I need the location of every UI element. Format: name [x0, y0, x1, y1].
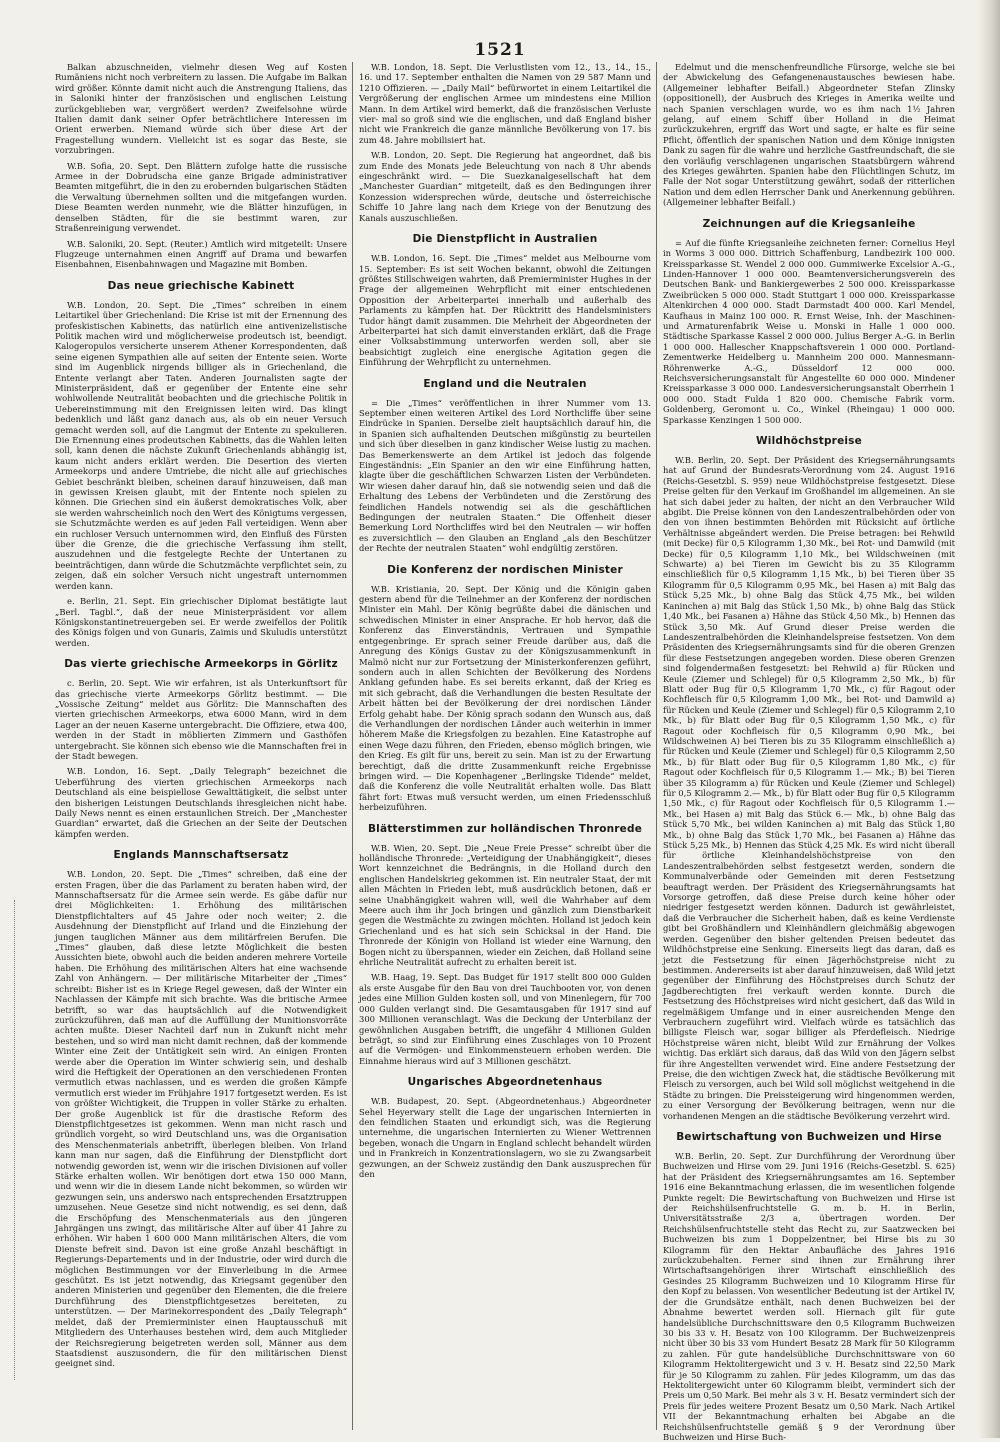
article-paragraph: W.B. Budapest, 20. Sept. (Abgeordnetenhaus.) Abgeordneter Sehel Heyerwary stellt die Lage der ungarischen Internierten in den feindlichen Staaten und erkundigt sich, was die Regierung unternehme, die ungarischen Internierten zu Wiener Wettrennen begeben, wonach die Ungarn in England schlecht behandelt würden und in Frankreich in Konzentrationslagern, wo sie zu Zwangsarbeit gezwungen, an der Schweiz zuständig den Dank auszusprechen für den [359, 1096, 651, 1179]
article-paragraph: W.B. Haag, 19. Sept. Das Budget für 1917 stellt 800 000 Gulden als erste Ausgabe für den Bau von drei Tauchbooten vor, von denen jedes eine Million Gulden kosten soll, und von Minenlegern, für 700 000 Gulden verlangt sind. Die Gesamtausgaben für 1917 sind auf 300 Millionen veranschlagt. Was die Deckung der Unterbilanz der gewöhnlichen Ausgaben betrifft, die ungefähr 4 Millionen Gulden beträgt, so sind zur Einführung eines Zuschlages von 10 Prozent auf die Vermögen- und Einkommensteuern erhoben werden. Die Einnahme hieraus wird auf 3 Millionen geschätzt. [359, 972, 651, 1066]
article-headline: Wildhöchstpreise [756, 435, 862, 447]
article-headline: Bewirtschaftung von Buchweizen und Hirse [676, 1131, 942, 1143]
article-paragraph: W.B. London, 20. Sept. Die „Times“ schreiben in einem Leitartikel über Griechenland: Die Krise ist mit der Ernennung des profeskistischen Kabinetts, das natürlich eine antivenizelistische Politik machen wird und möglicherweise prodeutsch ist, beendigt. Kalogeropulos versicherte unserem Athener Korrespondenten, daß seine eigenen Sympathien alle auf seiten der Entente seien. Worte sind im Augenblick nirgends billiger als in Griechenland, die Entente verlangt aber Taten. Anderen Journalisten sagte der Ministerpräsident, daß er gegenüber der Entente eine sehr wohlwollende Neutralität beobachten und die griechische Politik in Uebereinstimmung mit den Ereignissen leiten wird. Das klingt bedenklich und läßt ganz danach aus, als ob ein neuer Versuch gemacht werden soll, auf die Langmut der Entente zu spekulieren. Die Ernennung eines prodeutschen Kabinetts, das die Wahlen leiten soll, kann denen die nächste Zukunft Griechenlands abhängig ist, kaum nicht anders erklärt werden. Die Desertion des vierten Armeekorps und andere Umtriebe, die nicht alle auf griechisches Gebiet beschränkt bleiben, scheinen darauf hinzuweisen, daß man in gewissen Kreisen glaubt, mit der Entente noch spielen zu können. Die Griechen sind ein äußerst demokratisches Volk, aber sie werden wahrscheinlich noch den Wert des Königtums vergessen, sie Schutzmächte werden es auf jeden Fall verteidigen. Wenn aber ein ruchloser Versuch unternommen wird, den Einfluß des Fürsten über die Grenze, die die griechische Verfassung ihm stellt, auszudehnen und die festgelegte Rechte der Untertanen zu beeinträchtigen, dann würde die Schutzmächte verpflichtet sein, zu zeigen, daß ein solcher Versuch nicht ungestraft unternommen werden kann. [55, 299, 347, 591]
article-headline: Die Dienstpflicht in Australien [412, 233, 598, 246]
article-paragraph: = Auf die fünfte Kriegsanleihe zeichneten ferner: Cornelius Heyl in Worms 3 000 000. Dittrich Schaffenburg, Landbezirk 100 000. Kreissparkasse St. Wendel 2 000 000. Gummiwerke Excelsior A.-G., Linden-Hannover 1 000 000. Beamtenversicherungsverein des Deutschen Bank- und Bankiergewerbes 2 500 000. Kreissparkasse Zweibrücken 5 000 000. Stadt Stuttgart 1 000 000. Kreissparkasse Altenkirchen 4 000 000. Stadt Darmstadt 400 000. Karl Mendel, Kaufhaus in Mainz 100 000. R. Ernst Weise, Inh. der Maschinen- und Armaturenfabrik Weise u. Monski in Halle 1 000 000. Städtische Sparkasse Kassel 2 000 000. Julius Berger A.-G. in Berlin 1 000 000. Hallescher Knappschaftsverein 1 000 000. Portland-Zementwerke Heidelberg u. Mannheim 200 000. Mannesmann-Röhrenwerke A.-G., Düsseldorf 12 000 000. Reichsversicherungsanstalt für Angestellte 60 000 000. Mindener Kreissparkasse 3 000 000. Landesversicherungsanstalt Oberrhein 1 000 000. Stadt Fulda 1 820 000. Chemische Fabrik vorm. Goldenberg, Geromont u. Co., Winkel (Rheingau) 1 000 000. Sparkasse Kenzingen 1 500 000. [663, 237, 955, 425]
article-paragraph: Balkan abzuschneiden, vielmehr diesen Weg auf Kosten Rumäniens nicht noch verbreitern zu lassen. Die Aufgabe im Balkan wird größer. Könnte damit nicht auch die Anstrengung Italiens, das in Saloniki hinter der französischen und englischen Leistung zurückgeblieben war, vergrößert werden? Zweifelsohne würde Italien damit dank seiner Opfer beträchtlichere Interessen im Orient erwerben. Niemand würde sich über diese Art der Fragestellung wundern. Vielleicht ist es sogar das Beste, sie vorzubringen. [55, 62, 347, 156]
article-headline: Die Konferenz der nordischen Minister [387, 563, 623, 576]
left-margin-trim [0, 900, 15, 1380]
newspaper-columns [55, 62, 960, 1442]
page-edge [978, 0, 1000, 1438]
article-paragraph: W.B. Wien, 20. Sept. Die „Neue Freie Presse“ schreibt über die holländische Thronrede: „Verteidigung der Unabhängigkeit“, dieses Wort kennzeichnet die Bedrängnis, in die Holland durch den englischen Handelskrieg gekommen ist. Ein neutraler Staat, der mit allen Mächten in Frieden lebt, muß ausdrücklich betonen, daß er seine Unabhängigkeit wahren will, weil die Wahrhaber auf dem Meere auch ihm ihr Joch bringen und gänzlich zum Dienstbarkeit gegen die Westmächte zu zwingen möchten. Holland ist jedoch kein Griechenland und es hat sich sein Schicksal in der Hand. Die Thronrede der Königin von Holland ist wieder eine Warnung, den Bogen nicht zu überspannen, wieder ein Zeichen, daß Holland seine ehrliche Neutralität aufrecht zu erhalten bereit ist. [359, 842, 651, 968]
article-paragraph: W.B. Berlin, 20. Sept. Zur Durchführung der Verordnung über Buchweizen und Hirse vom 29. Juni 1916 (Reichs-Gesetzbl. S. 625) hat der Präsident des Kriegsernährungsamtes am 16. September 1916 eine Bekanntmachung erlassen, die im wesentlichen folgende Punkte regelt: Die Bewirtschaftung von Buchweizen und Hirse ist der Reichshülsenfruchtstelle G. m. b. H. in Berlin, Universitätsstraße 2/3 a, übertragen worden. Der Reichshülsenfruchtstelle steht das Recht zu, zur Saatzwecken bei Buchweizen bis zum 1 Doppelzentner, bei Hirse bis zu 30 Kilogramm für den Hektar Anbaufläche des Jahres 1916 zurückzubehalten. Ferner sind ihnen zur Ernährung ihrer Wirtschaftsangehörigen ihrer Wirtschaft einschließlich des Gesindes 25 Kilogramm Buchweizen und 10 Kilogramm Hirse für den Kopf zu belassen. Von wesentlicher Bedeutung ist der Artikel IV, der die Grundsätze enthält, nach denen Buchweizen bei der Abnahme bewertet werden soll. Hiernach gilt für gute handelsübliche Durchschnittsware den 0,5 Kilogramm Buchweizen 30 bis 33 v. H. Besatz von 100 Kilogramm. Der Buchweizenpreis nicht über 30 bis 33 vom Hundert Besatz 28 Mark für 50 Kilogramm zu zahlen. Für gute handelsübliche Durchschnittsware von 60 Kilogramm Hektolitergewicht und 3 v. H. Besatz sind 22,50 Mark für je 50 Kilogramm zu zahlen. Für jedes Kilogramm, um das das Hektolitergewicht unter 60 Kilogramm bleibt, vermindert sich der Preis um 0,50 Mark. Bei mehr als 3 v. H. Besatz vermindert sich der Preis für jedes weitere Prozent Besatz um 0,50 Mark. Nach Artikel VII der Bekanntmachung erhalten bei Abgabe an die Reichshülsenfruchtstelle gemäß § 9 der Verordnung über Buchweizen und Hirse Buch- [663, 1151, 955, 1442]
column-2 [359, 62, 657, 1430]
article-paragraph: W.B. London, 20. Sept. Die Regierung hat angeordnet, daß bis zum Ende des Monats jede Beleuchtung von nach 8 Uhr abends eingeschränkt wird. — Die Suezkanalgesellschaft hat dem „Manchester Guardian“ mitgeteilt, daß es den Bedingungen ihrer Konzession widersprechen würde, deutsche und österreichische Schiffe 10 Jahre lang nach dem Kriege von der Benutzung des Kanals auszuschließen. [359, 150, 651, 223]
article-headline: Zeichnungen auf die Kriegsanleihe [702, 217, 916, 230]
article-headline: Das vierte griechische Armeekorps in Görlitz [64, 658, 338, 671]
article-paragraph: W.B. London, 20. Sept. Die „Times“ schreiben, daß eine der ersten Fragen, über die das Parlament zu beraten haben wird, der Mannschaftsersatz für die Armee sein werde. Es gäbe dafür nur drei Möglichkeiten: 1. Erhöhung des militärischen Dienstpflichtalters auf 45 Jahre oder noch weiter; 2. die Ausdehnung der Dienstpflicht auf Irland und die Einziehung der jungen tauglichen Männer aus dem militärfreien Berufen. Die „Times“ glauben, daß diese letzte Möglichkeit die besten Aussichten biete, obwohl auch die beiden anderen mehrere Vorteile haben. Die Erhöhung des militärischen Alters hat eine wachsende Zahl von Anhängern. — Der militärische Mitarbeiter der „Times“ schreibt: Bisher ist es in Kriege Regel gewesen, daß der Winter ein Nachlassen der Kämpfe mit sich brachte. Was die britische Armee betrifft, so war das hauptsächlich auf die Notwendigkeit zurückzuführen, daß man auf die Auffüllung der Munitionsvorräte achten mußte. Dieser Nachteil darf nun in Zukunft nicht mehr bestehen, und so wird man nicht damit rechnen, daß der kommende Winter eine Zeit der Untätigkeit sein wird. An einigen Fronten werde aber die Operation im Winter schwierig sein, und deshalb wird die Heftigkeit der Operationen an den verschiedenen Fronten vermutlich etwas nachlassen, und es werden die großen Kämpfe vermutlich erst wieder im Frühjahre 1917 fortgesetzt werden. Es ist von größter Wichtigkeit, die Truppen in voller Stärke zu erhalten. Der große Augenblick ist für die drastische Reform des Dienstpflichtgesetzes ist gekommen. Wenn man nicht rasch und gründlich vorgeht, so wird Deutschland uns, was die Organisation des Menschenmaterials anbetrifft, überlegen bleiben. Von Irland kann man nur sagen, daß die Einführung der Dienstpflicht dort notwendig geworden ist, wenn wir die irischen Divisionen auf voller Stärke erhalten wollen. Wir benötigen dort etwa 150 000 Mann, und wenn wir die in diesem Lande nicht bekommen, so würden wir gezwungen sein, uns anderswo nach entsprechenden Ersatztruppen umzusehen. Neue Gesetze sind nicht notwendig, es sei denn, daß die Erschöpfung des Menschenmaterials aus den jüngeren Jahrgängen uns zwingt, das militärische Alter auf über 41 Jahre zu erhöhen. Wir haben 1 600 000 Mann militärischen Alters, die vom Dienste befreit sind. Davon ist eine große Anzahl beschäftigt in Regierungs-Departements und in der Industrie, oder wird durch die möglichen Bestimmungen vor der Einverleibung in die Armee geschützt. Es ist jetzt notwendig, das Kriegsamt gegenüber den anderen Ministerien und gegenüber den Elementen, die die freiere Durchführung des Dienstpflichtgesetzes bereiteten, zu unterstützen. — Der Marinekorrespondent des „Daily Telegraph“ meldet, daß der Premierminister einen Hauptausschuß mit Mitgliedern des Unterhauses bestehen wird, dem auch Mitglieder der Reichsregierung beigetreten werden soll, Männer aus dem Staatsdienst auszusondern, die für den militärischen Dienst geeignet sind. [55, 869, 347, 1369]
article-paragraph: W.B. Berlin, 20. Sept. Der Präsident des Kriegsernährungsamts hat auf Grund der Bundesrats-Verordnung vom 24. August 1916 (Reichs-Gesetzbl. S. 959) neue Wildhöchstpreise festgesetzt. Diese Preise gelten für den Verkauf im Großhandel im allgemeinen. An sie hat sich dabei jeder zu halten, der nicht an den Verbraucher Wild abgibt. Die Preise können von den Landeszentralbehörden oder von den von ihnen bestimmten Behörden mit Rücksicht auf örtliche Verhältnisse abgeändert werden. Die Preise betragen: bei Rehwild (mit Decke) für 0,5 Kilogramm 1,30 Mk., bei Rot- und Damwild (mit Decke) für 0,5 Kilogramm 1,10 Mk., bei Wildschweinen (mit Schwarte) a) bei Tieren im Gewicht bis zu 35 Kilogramm einschließlich für 0,5 Kilogramm 1,15 Mk., b) bei Tieren über 35 Kilogramm für 0,5 Kilogramm 0,95 Mk., bei Hasen a) mit Balg das Stück 5,25 Mk., b) ohne Balg das Stück 4,75 Mk., bei wilden Kaninchen a) mit Balg das Stück 1,50 Mk., b) ohne Balg das Stück 1,40 Mk., bei Fasanen a) Hähne das Stück 4,50 Mk., b) Hennen das Stück 3,50 Mk. Auf Grund dieser Preise werden die Landeszentralbehörden die Kleinhandelspreise festsetzen. Von dem Präsidenten des Kriegsernährungsamts sind für die oberen Grenzen für diese Festsetzungen angegeben worden. Diese oberen Grenzen sind folgendermaßen festgesetzt: bei Rehwild a) für Rücken und Keule (Ziemer und Schlegel) für 0,5 Kilogramm 2,50 Mk., b) für Blatt oder Bug für 0,5 Kilogramm 1,70 Mk., c) für Ragout oder Kochfleisch für 0,5 Kilogramm 1,00 Mk., bei Rot- und Damwild a) für Rücken und Keule (Ziemer und Schlegel) für 0,5 Kilogramm 2,10 Mk., b) für Blatt oder Bug für 0,5 Kilogramm 1,50 Mk., c) für Ragout oder Kochfleisch für 0,5 Kilogramm 0,90 Mk., bei Wildschweinen A) bei Tieren bis zu 35 Kilogramm einschließlich a) für Rücken und Keule (Ziemer und Schlegel) für 0,5 Kilogramm 2,50 Mk., b) für Blatt oder Bug für 0,5 Kilogramm 1,80 Mk., c) für Ragout oder Kochfleisch für 0,5 Kilogramm 1.— Mk.; B) bei Tieren über 35 Kilogramm a) für Rücken und Keule (Ziemer und Schlegel) für 0,5 Kilogramm 2.— Mk., b) für Blatt oder Bug für 0,5 Kilogramm 1,50 Mk., c) für Ragout oder Kochfleisch für 0,5 Kilogramm 1.— Mk., bei Hasen a) mit Balg das Stück 6.— Mk., b) ohne Balg das Stück 5,70 Mk., bei wilden Kaninchen a) mit Balg das Stück 1,80 Mk., b) ohne Balg das Stück 1,70 Mk., bei Fasanen a) Hähne das Stück 5,25 Mk., b) Hennen das Stück 4,25 Mk. Es wird nicht überall für örtliche Kleinhandelshöchstpreise von den Landeszentralbehörden selbst festgesetzt werden, sondern die Kommunalverbände oder Gemeinden mit deren Festsetzung beauftragt werden. Der Präsident des Kriegsernährungsamts hat Vorsorge getroffen, daß diese Preise durch keine höher oder niedriger festgesetzt werden können. Dadurch ist gewährleistet, daß die Verbraucher die Sicherheit haben, daß es keine Verdienste gibt bei Großhändlern und Kleinhändlern gleichmäßig abgewogen werden. Gegenüber den bisher geltenden Preisen bedeutet das Wildhöchstpreise eine Senkung. Einerseits liegt das daran, daß es jetzt die Festsetzung für einen Jägerhöchstpreise nicht zu bestimmen. Andererseits ist aber darauf hinzuweisen, daß Wild jetzt gegenüber der Einführung des Höchstpreises durch Schutz der Jagdberechtigten frei verkauft werden konnte. Durch die Festsetzung des Höchstpreises wird nicht gesichert, daß das Wild in regelmäßigem Umfange und in einer ausreichenden Menge den Verbrauchern zugeführt wird. Vielfach würde es tatsächlich das billigste Fleisch war, sogar billiger als Pferdefleisch. Niedrige Höchstpreise wären nicht, bleibt Wild zur Ernährung der Volkes wichtig. Das erklärt sich daraus, daß das Wild von den Jägern selbst für ihre Angestellten verwendet wird. Eine andere Festsetzung der Preise, die den wichtigen Zweck hat, die städtische Bevölkerung mit Fleisch zu versorgen, auch bei Wild soll möglichst weitgehend in die Städte zu bringen. Die Preissteigerung wird hingenommen werden, zu einer Versorgung der Bevölkerung beitragen, wenn nur die vorhandenen Mengen an die städtische Bevölkerung verzehrt wird. [663, 455, 955, 1121]
article-paragraph: Edelmut und die menschenfreundliche Fürsorge, welche sie bei der Abwickelung des Gefangenenaustausches bewiesen habe. (Allgemeiner lebhafter Beifall.) Abgeordneter Stefan Zlinsky (oppositionell), der Ausbruch des Krieges in Amerika weilte und nach Spanien verschlagen wurde, wo es ihm nach 1½ Jahren gelang, auf einem Schiff über Holland in die Heimat zurückzukehren, ergriff das Wort und sagte, er halte es für seine Pflicht, öffentlich der spanischen Nation und dem Könige innigsten Dank zu sagen für die wahre und herzliche Gastfreundschaft, die sie den vorläufig verschlagenen ungarischen Staatsbürgern während des Krieges gewährten. Spanien habe den Flüchtlingen Schutz, im Falle der Not sogar Unterstützung gewährt, sodaß der ritterlichen Nation und dem edlen Herrscher Dank und Anerkennung gebühren. (Allgemeiner lebhafter Beifall.) [663, 62, 955, 208]
article-headline: Blätterstimmen zur holländischen Thronrede [367, 822, 643, 835]
article-paragraph: W.B. London, 16. Sept. Die „Times“ meldet aus Melbourne vom 15. September: Es ist seit Wochen bekannt, obwohl die Zeitungen größtes Stillschweigen wahrten, daß Premierminister Hughes in der Frage der allgemeinen Wehrpflicht mit einer entschiedenen Opposition der Arbeiterpartei innerhalb und außerhalb des Parlaments zu kämpfen hat. Der Rücktritt des Handelsministers Tudor hängt damit zusammen. Die Mehrheit der Abgeordneten der Arbeiterpartei hat sich damit einverstanden erklärt, daß die Frage einer Volksabstimmung unterworfen werden soll, aber sie beabsichtigt zugleich eine energische Agitation gegen die Einführung der Wehrpflicht zu unternehmen. [359, 253, 651, 368]
article-headline: England und die Neutralen [423, 377, 587, 390]
article-paragraph: W.B. Sofia, 20. Sept. Den Blättern zufolge hatte die russische Armee in der Dobrudscha eine ganze Brigade administrativer Beamten mitgeführt, die in den zu erobernden bulgarischen Städten die Verwaltung übernehmen sollten und die mitgefangen wurden. Diese Beamten werden nunmehr, wie die Blätter hinzufügen, in denselben Städten, für die sie bestimmt waren, zur Straßenreinigung verwendet. [55, 160, 347, 234]
article-headline: Englands Mannschaftsersatz [113, 849, 289, 862]
page-number: 1521 [474, 40, 526, 60]
article-paragraph: W.B. London, 16. Sept. „Daily Telegraph“ bezeichnet die Ueberführung des vierten griechischen Armeekorps nach Deutschland als eine beispiellose Gewalttätigkeit, die selbst unter den bisherigen Leistungen Deutschlands ihresgleichen nicht habe. Daily News nennt es einen erstaunlichen Streich. Der „Manchester Guardian“ erwartet, daß die Griechen an der Seite der Deutschen kämpfen werden. [55, 766, 347, 839]
article-paragraph: e. Berlin, 21. Sept. Ein griechischer Diplomat bestätigte laut „Berl. Tagbl.“, daß der neue Ministerpräsident vor allem Königskonstantinetreuergeben sei. Er werde zweifellos der Politik des Königs folgen und von Gunaris, Zaimis und Skuludis unterstützt werden. [55, 596, 347, 648]
article-headline: Das neue griechische Kabinett [107, 279, 295, 292]
column-1 [55, 62, 353, 1430]
column-3 [663, 62, 960, 1442]
article-headline: Ungarisches Abgeordnetenhaus [407, 1076, 603, 1089]
article-paragraph: c. Berlin, 20. Sept. Wie wir erfahren, ist als Unterkunftsort für das griechische vierte Armeekorps Görlitz bestimmt. — Die „Vossische Zeitung“ meldet aus Görlitz: Die Mannschaften des vierten griechischen Armeekorps, etwa 6000 Mann, wird in dem Lager an der neuen Kaserne untergebracht. Die Offiziere, etwa 400, werden in der Stadt in möblierten Zimmern und Gasthöfen untergebracht. Sie können sich ebenso wie die Mannschaften frei in der Stadt bewegen. [55, 678, 347, 761]
article-paragraph: W.B. Kristiania, 20. Sept. Der König und die Königin gaben gestern abend für die Teilnehmer an der Konferenz der nordischen Minister ein Mahl. Der König begrüßte dabei die dänischen und schwedischen Minister in einer Ansprache. Er hob hervor, daß die Konferenz das Einverständnis, Vertrauen und Sympathie entgegenbringe. Er sprach seiner Freude darüber aus, daß die Anregung des Königs Gustav zu der Königszusammenkunft in Malmö nicht nur zur Fortsetzung der Ministerkonferenzen geführt, sondern auch in allen Schichten der Bevölkerung des Nordens Anklang gefunden habe. Es sei bereits erkannt, daß der Krieg es mit sich gebracht, daß die Verhandlungen die besten Resultate der Arbeit hätten bei der Bevölkerung der drei nordischen Länder Erfolg gehabt habe. Der König sprach sodann den Wunsch aus, daß die Verhandlungen der nordischen Länder auch weiterhin in immer höherem Maße die Kriegsfolgen zu bezahlen. Eine Katastrophe auf einen Wege dazu führen, den Frieden, ebenso möglich bringen, wie den Krieg. Es gilt für uns, bereit zu sein. Man ist zu der Erwartung berechtigt, daß die dritte Zusammenkunft reiche Ergebnisse bringen wird. — Die Kopenhagener „Berlingske Tidende“ meldet, daß die Konferenz die volle Neutralität erhalten wolle. Das Blatt fährt fort: Etwas muß versucht werden, um einen Friedensschluß herbeizuführen. [359, 583, 651, 813]
article-paragraph: W.B. Saloniki, 20. Sept. (Reuter.) Amtlich wird mitgeteilt: Unsere Flugzeuge unternahmen einen Angriff auf Drama und bewarfen Eisenbahnen, Eisenbahnwagen und Magazine mit Bomben. [55, 238, 347, 270]
article-paragraph: = Die „Times“ veröffentlichen in ihrer Nummer vom 13. September einen weiteren Artikel des Lord Northcliffe über seine Eindrücke in Spanien. Derselbe zielt hauptsächlich darauf hin, die in Spanien sich aufhaltenden Deutschen mißgünstig zu beurteilen und sich über dieselben in ganz kindischer Weise lustig zu machen. Das Bemerkenswerte an dem Artikel ist jedoch das folgende Eingeständnis: „Ein Spanier an den wir eine Einführung hatten, klagte über die geschäftlichen Schwarzen Listen der Verbündeten. Wir wiesen daher darauf hin, daß sie notwendig seien und daß die Erhaltung des Lebens der Verbündeten und die Zerstörung des feindlichen Handels notwendig sei als die geschäftlichen Bedingungen der neutralen Staaten.“ Die Offenheit dieser Bemerkung Lord Northcliffes wird bei den Neutralen — wir hoffen es zuversichtlich — den Glauben an England „als den Beschützer der Rechte der neutralen Staaten“ wohl endgültig zerstören. [359, 397, 651, 554]
article-paragraph: W.B. London, 18. Sept. Die Verlustlisten vom 12., 13., 14., 15., 16. und 17. September enthalten die Namen von 29 587 Mann und 1210 Offizieren. — „Daily Mail“ befürwortet in einem Leitartikel die Vergrößerung der englischen Armee um mindestens eine Million Mann. In dem Artikel wird bemerkt, daß die französischen Verluste vier- mal so groß sind wie die englischen, und daß England bisher nicht wie Frankreich die ganze männliche Bevölkerung von 17. bis zum 48. Jahre mobilisiert hat. [359, 62, 651, 145]
